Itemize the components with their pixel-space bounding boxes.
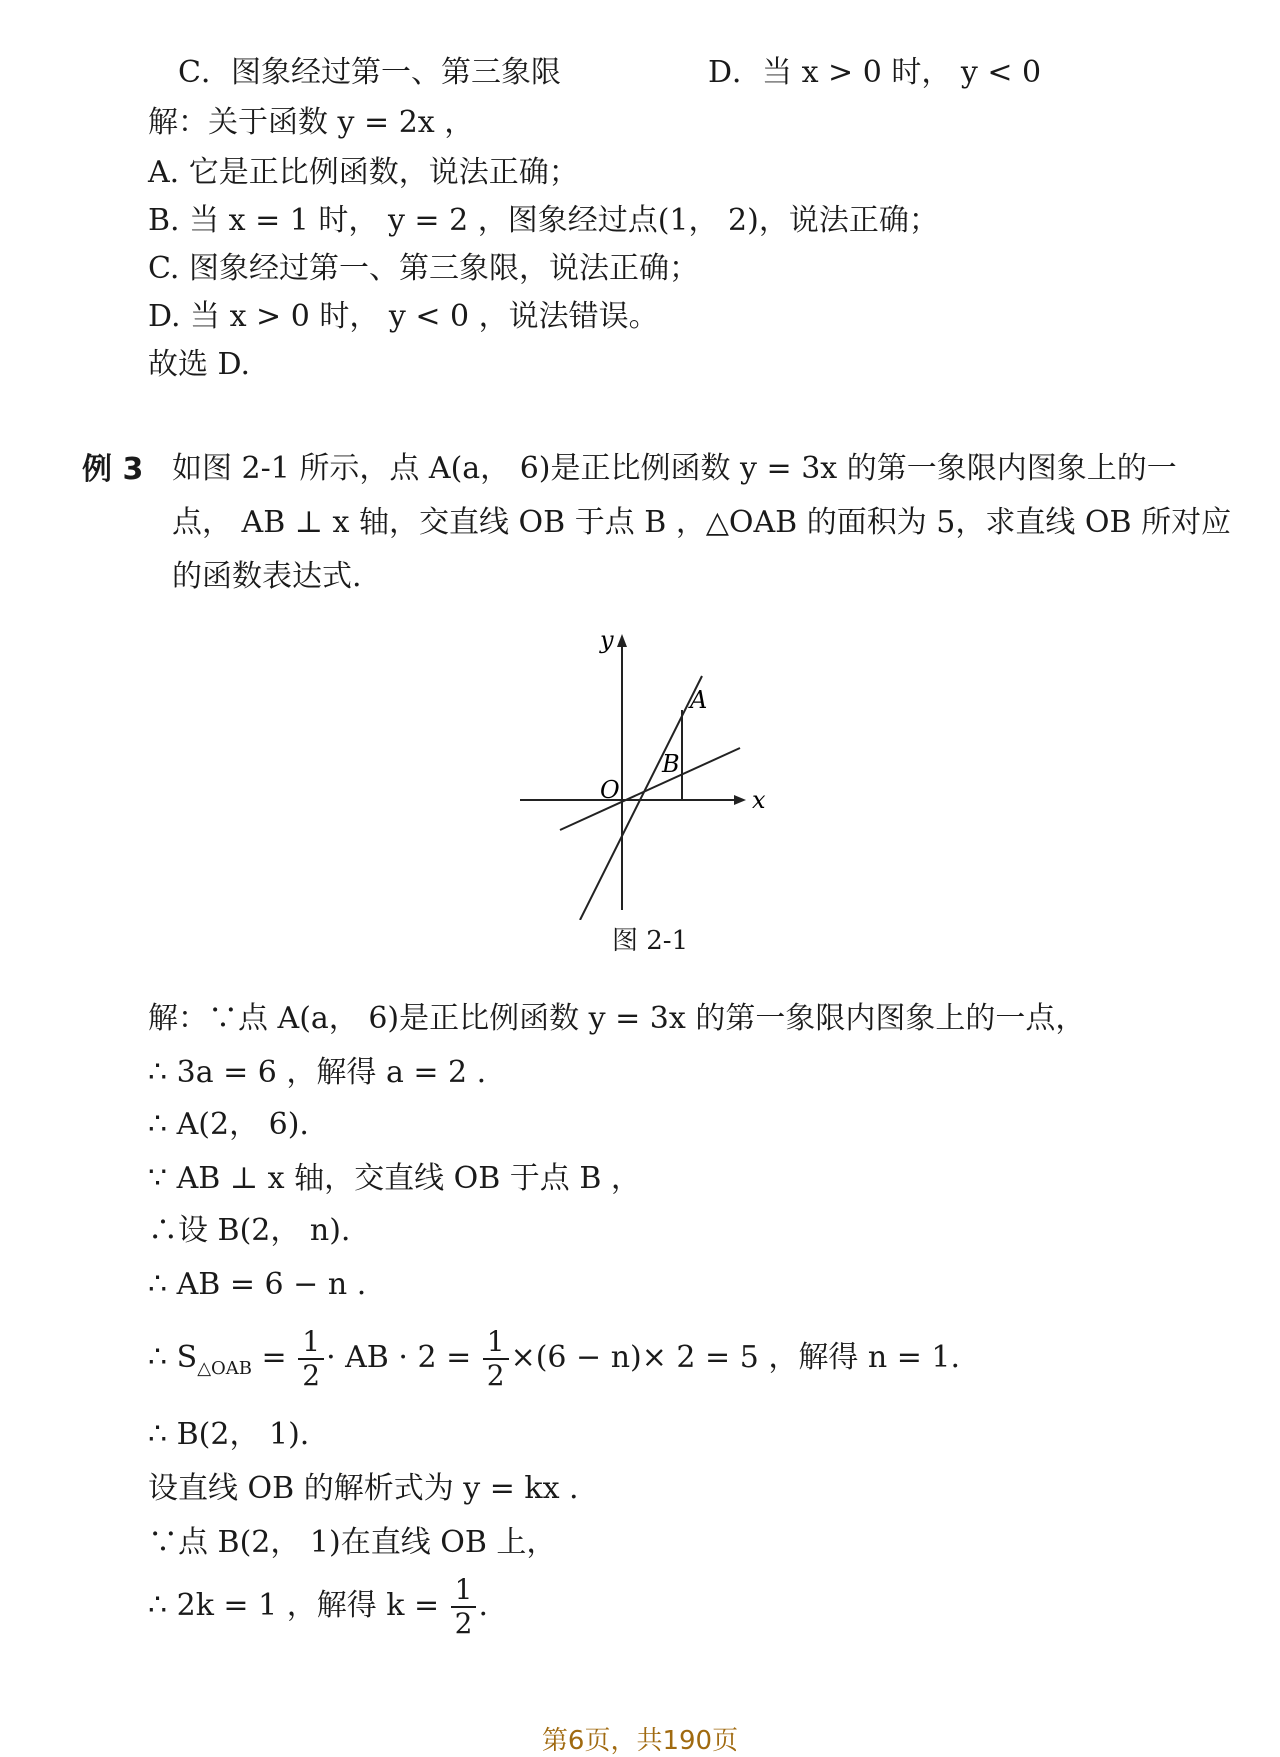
solution2-line-0: 解：∵点 A(a， 6)是正比例函数 y = 3x 的第一象限内图象上的一点， <box>148 1001 1086 1036</box>
k-equation <box>148 1566 488 1646</box>
solution2-after-1: 设直线 OB 的解析式为 y = kx . <box>148 1471 579 1506</box>
k-prefix: ∴ 2k = 1 ，解得 k = <box>148 1588 449 1623</box>
label-x: x <box>752 786 766 814</box>
x-axis-arrow <box>734 795 746 805</box>
area-tail: ×(6 − n)× 2 = 5 ，解得 n = 1. <box>510 1340 961 1375</box>
solution2-line-1: ∴ 3a = 6 ，解得 a = 2 . <box>148 1055 487 1090</box>
solution1-line-1: A. 它是正比例函数，说法正确； <box>148 155 579 190</box>
label-a: A <box>690 686 708 714</box>
area-mid: · AB · 2 = <box>326 1340 481 1375</box>
fraction-half-1 <box>298 1326 324 1392</box>
area-subscript: △OAB <box>197 1358 253 1379</box>
area-prefix: ∴ S <box>148 1340 198 1375</box>
figure-caption: 图 2-1 <box>612 926 689 956</box>
line-oa <box>580 676 702 920</box>
solution2-line-4: ∴设 B(2， n). <box>148 1213 351 1248</box>
example-label: 例 3 <box>82 452 144 487</box>
solution1-line-0: 解：关于函数 y = 2x ， <box>148 105 475 140</box>
fraction-1-numerator: 1 <box>298 1326 324 1360</box>
fraction-half-2 <box>483 1326 509 1392</box>
area-eq1: = <box>252 1340 297 1375</box>
k-tail: . <box>478 1588 489 1623</box>
fraction-k-denominator: 2 <box>454 1607 473 1640</box>
solution2-line-2: ∴ A(2， 6). <box>148 1107 309 1142</box>
fraction-2-denominator: 2 <box>486 1359 505 1392</box>
solution1-line-3: C. 图象经过第一、第三象限，说法正确； <box>148 251 699 286</box>
label-y: y <box>600 626 614 654</box>
label-o: O <box>600 776 620 804</box>
page-indicator: 第6页，共190页 <box>541 1726 739 1756</box>
coordinate-figure <box>510 620 810 920</box>
solution2-line-3: ∵ AB ⊥ x 轴，交直线 OB 于点 B ， <box>148 1161 641 1196</box>
area-equation <box>148 1318 960 1409</box>
option-c: C．图象经过第一、第三象限 <box>178 55 561 90</box>
fraction-2-numerator: 1 <box>483 1326 509 1360</box>
solution2-after-0: ∴ B(2， 1). <box>148 1417 310 1452</box>
y-axis-arrow <box>617 634 627 647</box>
option-d: D．当 x > 0 时， y < 0 <box>708 55 1042 90</box>
fraction-k-numerator: 1 <box>451 1574 477 1608</box>
fraction-1-denominator: 2 <box>302 1359 321 1392</box>
label-b: B <box>662 750 680 778</box>
example-text: 如图 2-1 所示，点 A(a， 6)是正比例函数 y = 3x 的第一象限内图象上的一点， AB ⊥ x 轴，交直线 OB 于点 B ，△OAB 的面积为 5，求直线 OB 所对应的函数表达式. <box>172 451 1232 594</box>
fraction-k <box>451 1574 477 1640</box>
solution1-line-2: B. 当 x = 1 时， y = 2 ，图象经过点(1， 2)，说法正确； <box>148 203 939 238</box>
line-ob <box>560 748 740 830</box>
solution1-line-4: D. 当 x > 0 时， y < 0 ，说法错误。 <box>148 299 659 334</box>
solution2-after-2: ∵点 B(2， 1)在直线 OB 上， <box>148 1525 557 1560</box>
solution2-line-5: ∴ AB = 6 − n . <box>148 1267 367 1302</box>
solution1-line-5: 故选 D. <box>148 347 251 382</box>
